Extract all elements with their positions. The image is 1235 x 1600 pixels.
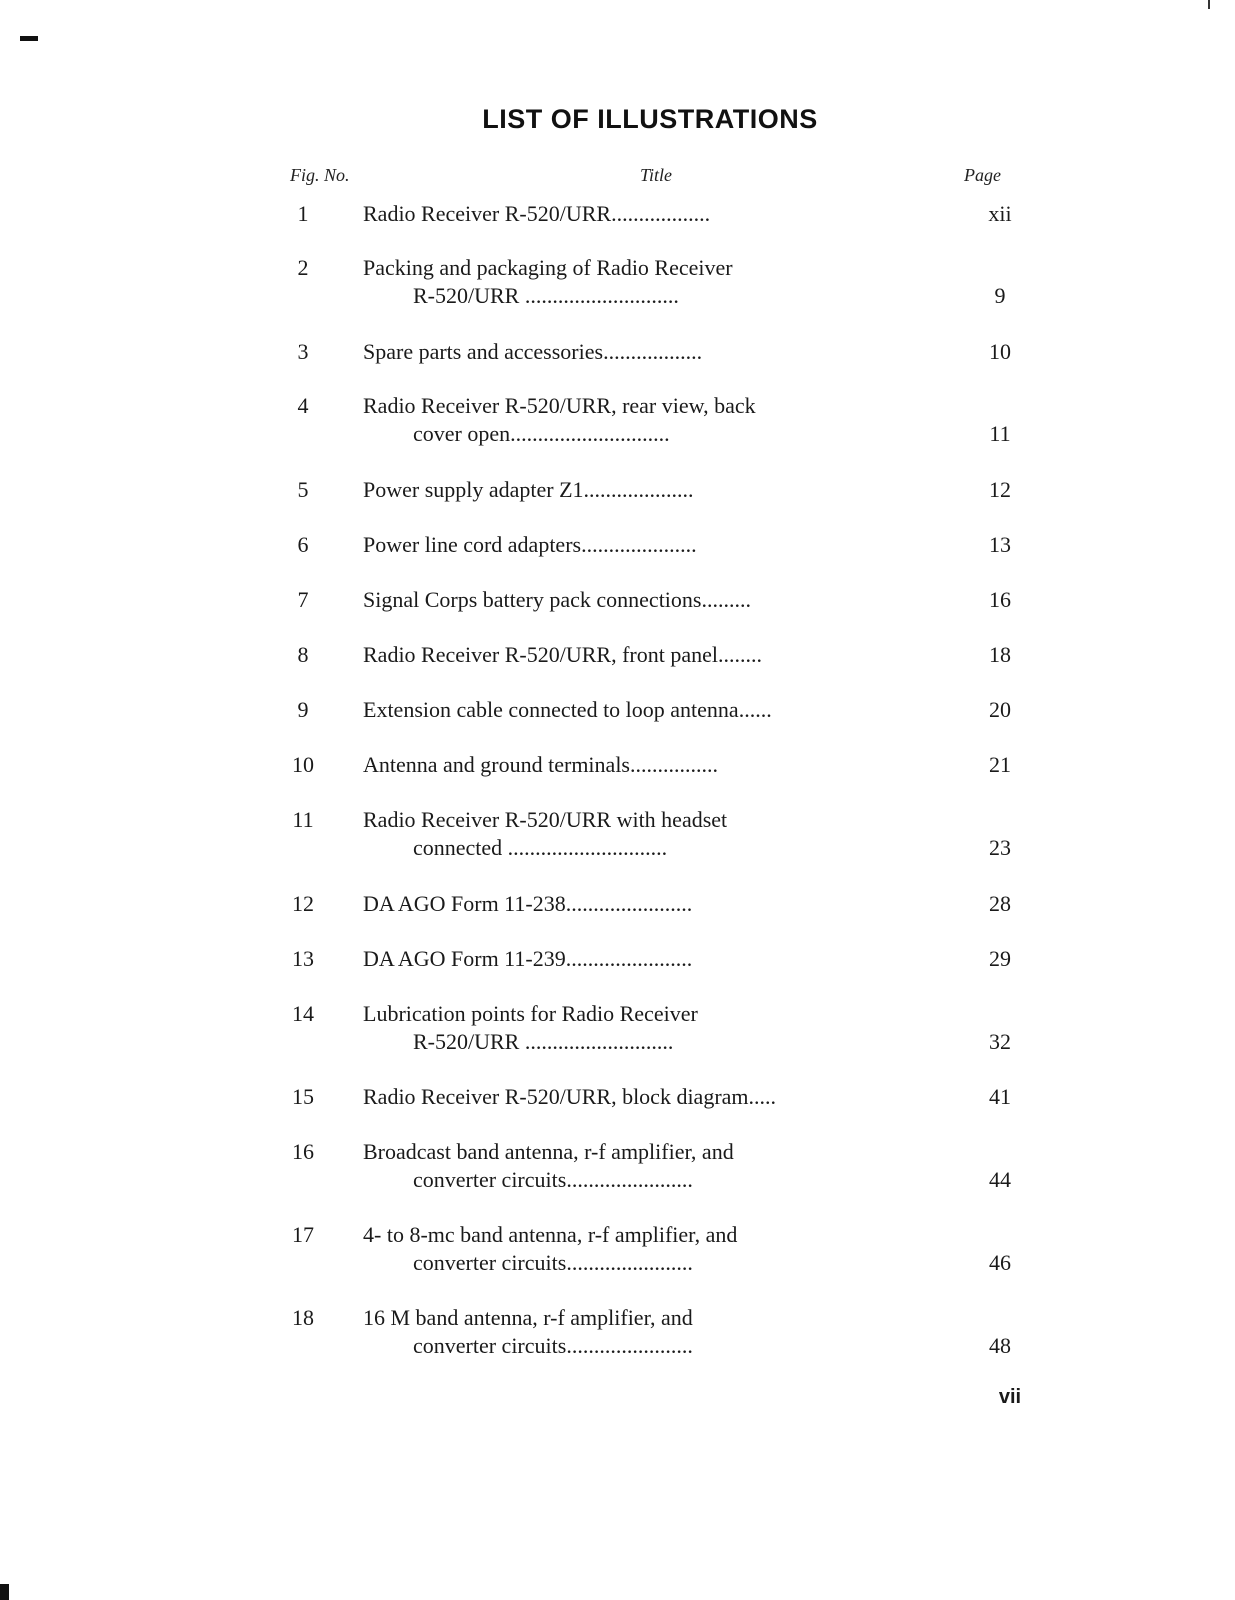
figure-number: 4 — [297, 393, 309, 418]
column-header-page: Page — [964, 165, 1001, 185]
figure-number: 8 — [297, 642, 309, 667]
page-reference: 12 — [989, 477, 1011, 502]
figure-number: 6 — [297, 532, 309, 557]
figure-number: 15 — [292, 1084, 314, 1109]
figure-title: Broadcast band antenna, r-f amplifier, and — [363, 1139, 734, 1164]
page-reference: 21 — [989, 752, 1011, 777]
page-reference: 48 — [989, 1333, 1011, 1358]
figure-number: 16 — [292, 1139, 314, 1164]
figure-title: Power line cord adapters..................... — [363, 532, 697, 557]
figure-number: 11 — [292, 807, 314, 832]
figure-title-continuation: converter circuits....................... — [413, 1333, 693, 1358]
page-reference: 16 — [989, 587, 1011, 612]
figure-title: 4- to 8-mc band antenna, r-f amplifier, and — [363, 1222, 738, 1247]
figure-title: 16 M band antenna, r-f amplifier, and — [363, 1305, 693, 1330]
figure-title-continuation: cover open............................. — [413, 421, 670, 446]
page-reference: 44 — [989, 1167, 1011, 1192]
scan-mark-top-left — [20, 36, 38, 41]
figure-title: Extension cable connected to loop antenna...... — [363, 697, 772, 722]
figure-number: 3 — [297, 339, 309, 364]
page-reference: 32 — [989, 1029, 1011, 1054]
column-header-title: Title — [640, 165, 673, 185]
figure-title: Antenna and ground terminals................ — [363, 752, 718, 777]
figure-title: Spare parts and accessories.................. — [363, 339, 703, 364]
scan-mark-bottom-left — [0, 1584, 9, 1600]
page-number: vii — [998, 1386, 1022, 1408]
page-reference: 9 — [994, 283, 1006, 308]
figure-title: DA AGO Form 11-238....................... — [363, 891, 693, 916]
figure-title: Radio Receiver R-520/URR, front panel........ — [363, 642, 762, 667]
page-reference: 41 — [989, 1084, 1011, 1109]
figure-title: Radio Receiver R-520/URR.................. — [363, 201, 711, 226]
figure-title-continuation: connected ............................. — [413, 835, 668, 860]
page-reference: 10 — [989, 339, 1011, 364]
figure-title-continuation: converter circuits....................... — [413, 1167, 693, 1192]
page-reference: 23 — [989, 835, 1011, 860]
page-reference: 11 — [989, 421, 1011, 446]
page-reference: 29 — [989, 946, 1011, 971]
page-reference: 13 — [989, 532, 1011, 557]
figure-title: Radio Receiver R-520/URR, block diagram..... — [363, 1084, 777, 1109]
scan-mark-top-right — [1208, 0, 1210, 9]
figure-title: Radio Receiver R-520/URR, rear view, back — [363, 393, 756, 418]
figure-number: 5 — [297, 477, 309, 502]
figure-number: 2 — [297, 255, 309, 280]
figure-number: 7 — [297, 587, 309, 612]
figure-title-continuation: R-520/URR ........................... — [413, 1029, 674, 1054]
column-header-fig-no: Fig. No. — [290, 165, 350, 185]
figure-number: 10 — [292, 752, 314, 777]
figure-number: 13 — [292, 946, 314, 971]
figure-number: 14 — [292, 1001, 314, 1026]
figure-title: Power supply adapter Z1.................... — [363, 477, 694, 502]
figure-title: DA AGO Form 11-239....................... — [363, 946, 693, 971]
figure-title: Lubrication points for Radio Receiver — [363, 1001, 698, 1026]
figure-number: 12 — [292, 891, 314, 916]
page-reference: 18 — [989, 642, 1011, 667]
page-title: LIST OF ILLUSTRATIONS — [482, 104, 818, 134]
page-reference: 28 — [989, 891, 1011, 916]
page-reference: 46 — [989, 1250, 1011, 1275]
figure-title: Signal Corps battery pack connections......... — [363, 587, 751, 612]
figure-title: Radio Receiver R-520/URR with headset — [363, 807, 728, 832]
page-reference: 20 — [989, 697, 1011, 722]
figure-title-continuation: R-520/URR ............................ — [413, 283, 679, 308]
figure-title-continuation: converter circuits....................... — [413, 1250, 693, 1275]
figure-title: Packing and packaging of Radio Receiver — [363, 255, 733, 280]
page-reference: xii — [988, 201, 1012, 226]
figure-number: 1 — [297, 201, 309, 226]
figure-number: 18 — [292, 1305, 314, 1330]
figure-number: 9 — [297, 697, 309, 722]
figure-number: 17 — [292, 1222, 314, 1247]
